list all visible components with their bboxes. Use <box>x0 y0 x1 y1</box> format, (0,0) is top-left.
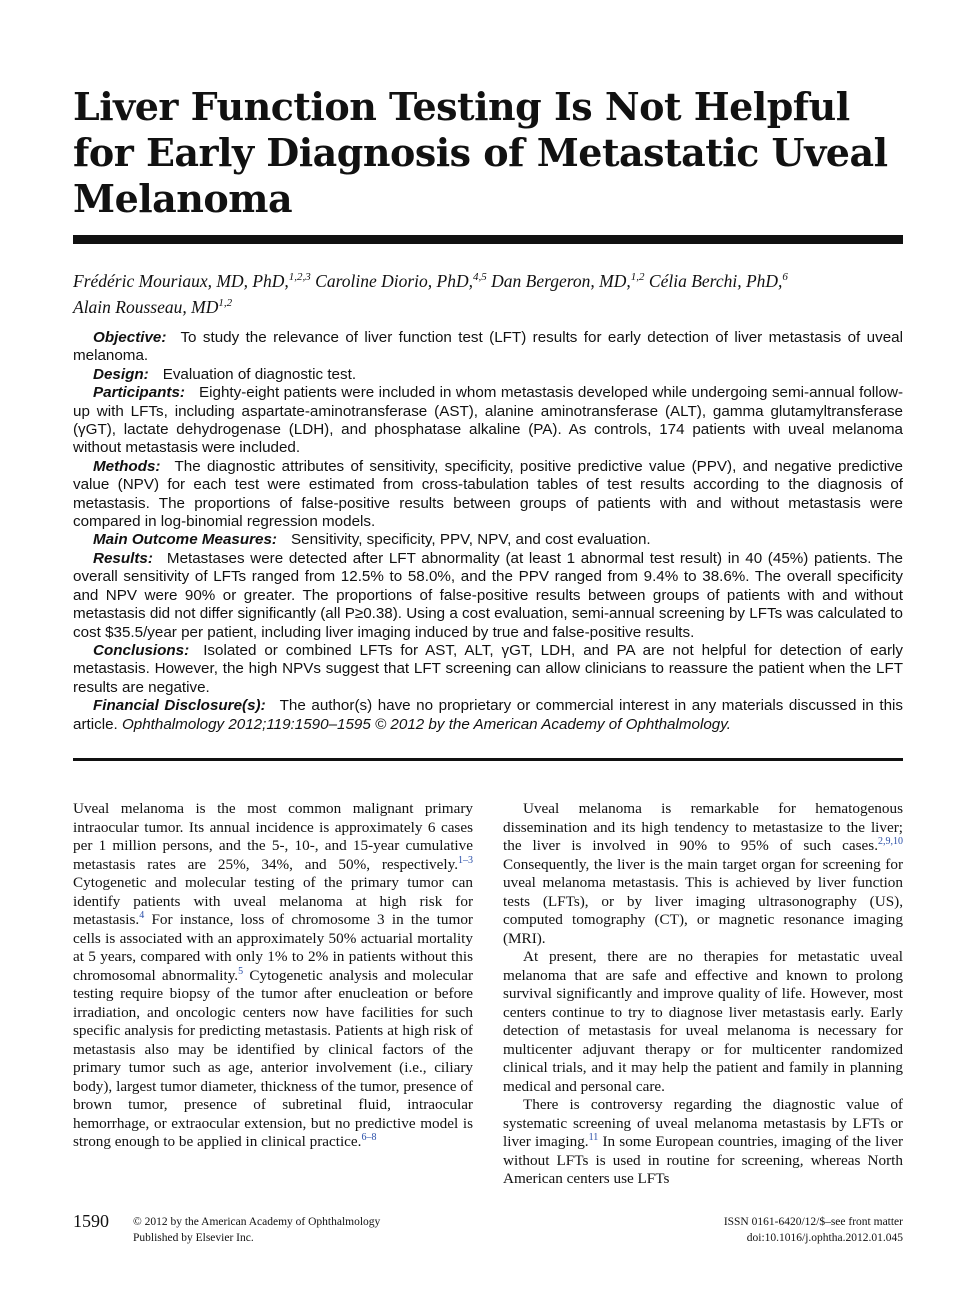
abstract-disclosure <box>73 697 903 734</box>
author-name: Dan Bergeron, MD, <box>491 270 631 291</box>
section-text: Metastases were detected after LFT abnormality (at least 1 abnormal test result) in 40 (45%) patients. The overall sensitivity of LFTs ranged from 12.5% to 58.0%, and the PPV ranged from 9.4% to 38.6%. The overall specificity and NPV were 90% or greater. The proportions of false-positive results between groups of patients with and without metastasis did not differ significantly (all P≥0.38). Using a cost evaluation, semi-annual screening by LFTs was calculated to cost $35.5/year per patient, including liver imaging induced by true and false-positive results. <box>73 549 903 641</box>
section-text: Sensitivity, specificity, PPV, NPV, and cost evaluation. <box>291 531 651 549</box>
body-text: Cytogenetic analysis and molecular testing require biopsy of the tumor after enucleation or before irradiation, and oncologic centers now have facilities for such specific analysis for predicting metastasis. Patients at high risk of metastasis also may be identified by clinical factors of the primary tumor such as age, anterior involvement (i.e., ciliary body), largest tumor diameter, thickness of the tumor, presence of brown tumor, presence of subretinal fluid, intraocular hemorrhage, or extraocular extension, but no predictive model is strong enough to be applied in clinical practice. <box>73 966 473 1150</box>
author-affiliation: 4,5 <box>473 271 487 283</box>
reference-link[interactable]: 4 <box>139 909 145 921</box>
author-affiliation: 1,2 <box>218 296 233 309</box>
abstract-objective <box>73 329 903 366</box>
section-label: Participants: <box>93 384 185 402</box>
section-label: Conclusions: <box>93 641 190 659</box>
body-text: There is controversy regarding the diagnostic value of systematic screening of uveal melanoma metastasis by LFTs or liver imaging. <box>503 1096 903 1150</box>
author-name: Frédéric Mouriaux, MD, PhD, <box>73 270 289 291</box>
abstract-outcome <box>73 531 903 549</box>
abstract <box>73 329 903 734</box>
body-column-left <box>73 800 473 1152</box>
abstract-conclusions <box>73 642 903 697</box>
body-paragraph <box>503 1096 903 1189</box>
section-label: Results: <box>93 549 153 567</box>
page-number: 1590 <box>73 1211 109 1231</box>
copyright-line: © 2012 by the American Academy of Ophthalmology <box>133 1216 381 1228</box>
abstract-divider <box>73 758 903 761</box>
journal-citation: Ophthalmology 2012;119:1590–1595 © 2012 by the American Academy of Ophthalmology. <box>121 715 731 733</box>
abstract-design <box>73 366 903 384</box>
author-list <box>73 266 903 318</box>
publisher-line: Published by Elsevier Inc. <box>133 1232 254 1244</box>
article-title: Liver Function Testing Is Not Helpful for Early Diagnosis of Metastatic Uveal Melanoma <box>73 84 888 221</box>
body-text: In some European countries, imaging of the liver without LFTs is used in routine for screening, whereas North American centers use LFTs <box>503 1133 903 1187</box>
section-text: Evaluation of diagnostic test. <box>162 365 357 383</box>
body-text: Consequently, the liver is the main target organ for screening for uveal melanoma metastasis. This is achieved by liver function tests (LFTs), or by liver imaging ultrasonography (US), computed tomography (CT), or magnetic resonance imaging (MRI). <box>503 855 903 947</box>
issn-block <box>724 1214 903 1246</box>
section-text: The author(s) have no proprietary or commercial interest in any materials discussed in this article. <box>73 697 903 733</box>
reference-link[interactable]: 6–8 <box>361 1131 377 1143</box>
reference-link[interactable]: 2,9,10 <box>878 835 903 847</box>
author-affiliation: 6 <box>782 271 788 283</box>
doi-link[interactable]: doi:10.1016/j.ophtha.2012.01.045 <box>746 1232 903 1244</box>
body-column-right <box>503 800 903 1189</box>
section-label: Methods: <box>93 457 161 475</box>
body-paragraph <box>73 800 473 1152</box>
reference-link[interactable]: 11 <box>588 1131 599 1143</box>
abstract-participants <box>73 384 903 458</box>
issn-line: ISSN 0161-6420/12/$–see front matter <box>723 1216 903 1228</box>
reference-link[interactable]: 5 <box>238 965 244 977</box>
author-name: Célia Berchi, PhD, <box>648 270 783 291</box>
section-label: Main Outcome Measures: <box>93 531 277 549</box>
author-name: Alain Rousseau, MD <box>73 296 219 317</box>
section-text: To study the relevance of liver function test (LFT) results for early detection of liver metastasis of uveal melanoma. <box>73 329 903 365</box>
author-name: Caroline Diorio, PhD, <box>315 270 473 291</box>
author-affiliation: 1,2,3 <box>288 271 311 283</box>
body-text: For instance, loss of chromosome 3 in the tumor cells is associated with an approximately 50% actuarial mortality at 5 years, compared with only 1% to 2% in patients without this chromosomal abnormality. <box>73 911 473 984</box>
section-text: The diagnostic attributes of sensitivity, specificity, positive predictive value (PPV), and negative predictive value (NPV) for each test were estimated from cross-tabulation tables of test results according to the diagnosis of metastasis. The proportions of false-positive results between groups of patients with and without metastasis were compared in log-binomial regression models. <box>73 457 903 531</box>
section-text: Eighty-eight patients were included in whom metastasis developed while undergoing semi-annual follow-up with LFTs, including aspartate-aminotransferase (AST), alanine aminotransferase (ALT), gamma glutamyltransferase (γGT), lactate dehydrogenase (LDH), and phosphatase alkaline (PA). As controls, 174 patients with uveal melanoma without metastasis were included. <box>73 384 903 457</box>
body-paragraph <box>503 800 903 948</box>
section-label: Financial Disclosure(s): <box>93 697 266 715</box>
body-paragraph: At present, there are no therapies for metastatic uveal melanoma that are safe and effective and known to prolong survival significantly and improve quality of life. However, most centers continue to try to diagnose liver metastasis early. Early detection of metastasis for uveal melanoma is necessary for multicenter adjuvant therapy or for multicenter randomized clinical trials, and it may help the patient and family in planning medical and personal care. <box>503 948 903 1095</box>
reference-link[interactable]: 1–3 <box>458 854 473 866</box>
author-affiliation: 1,2 <box>630 271 645 283</box>
title-divider <box>73 235 903 244</box>
publisher-info <box>133 1214 380 1246</box>
body-text: Uveal melanoma is the most common malignant primary intraocular tumor. Its annual incidence is approximately 6 cases per 1 million persons, and the 5-, 10-, and 15-year cumulative metastasis rates are 25%, 34%, and 50%, respectively. <box>73 800 473 873</box>
section-label: Objective: <box>93 329 167 346</box>
body-text: Cytogenetic and molecular testing of the primary tumor can identify patients with uveal melanoma at high risk for metastasis. <box>73 874 473 928</box>
body-text: Uveal melanoma is remarkable for hematogenous dissemination and its high tendency to metastasize to the liver; the liver is involved in 90% to 95% of such cases. <box>503 800 903 854</box>
abstract-results <box>73 550 903 642</box>
section-label: Design: <box>93 365 149 383</box>
section-text: Isolated or combined LFTs for AST, ALT, γGT, LDH, and PA are not helpful for detection of early metastasis. However, the high NPVs suggest that LFT screening can allow clinicians to reassure the patient when the LFT results are negative. <box>73 641 903 696</box>
abstract-methods <box>73 458 903 532</box>
